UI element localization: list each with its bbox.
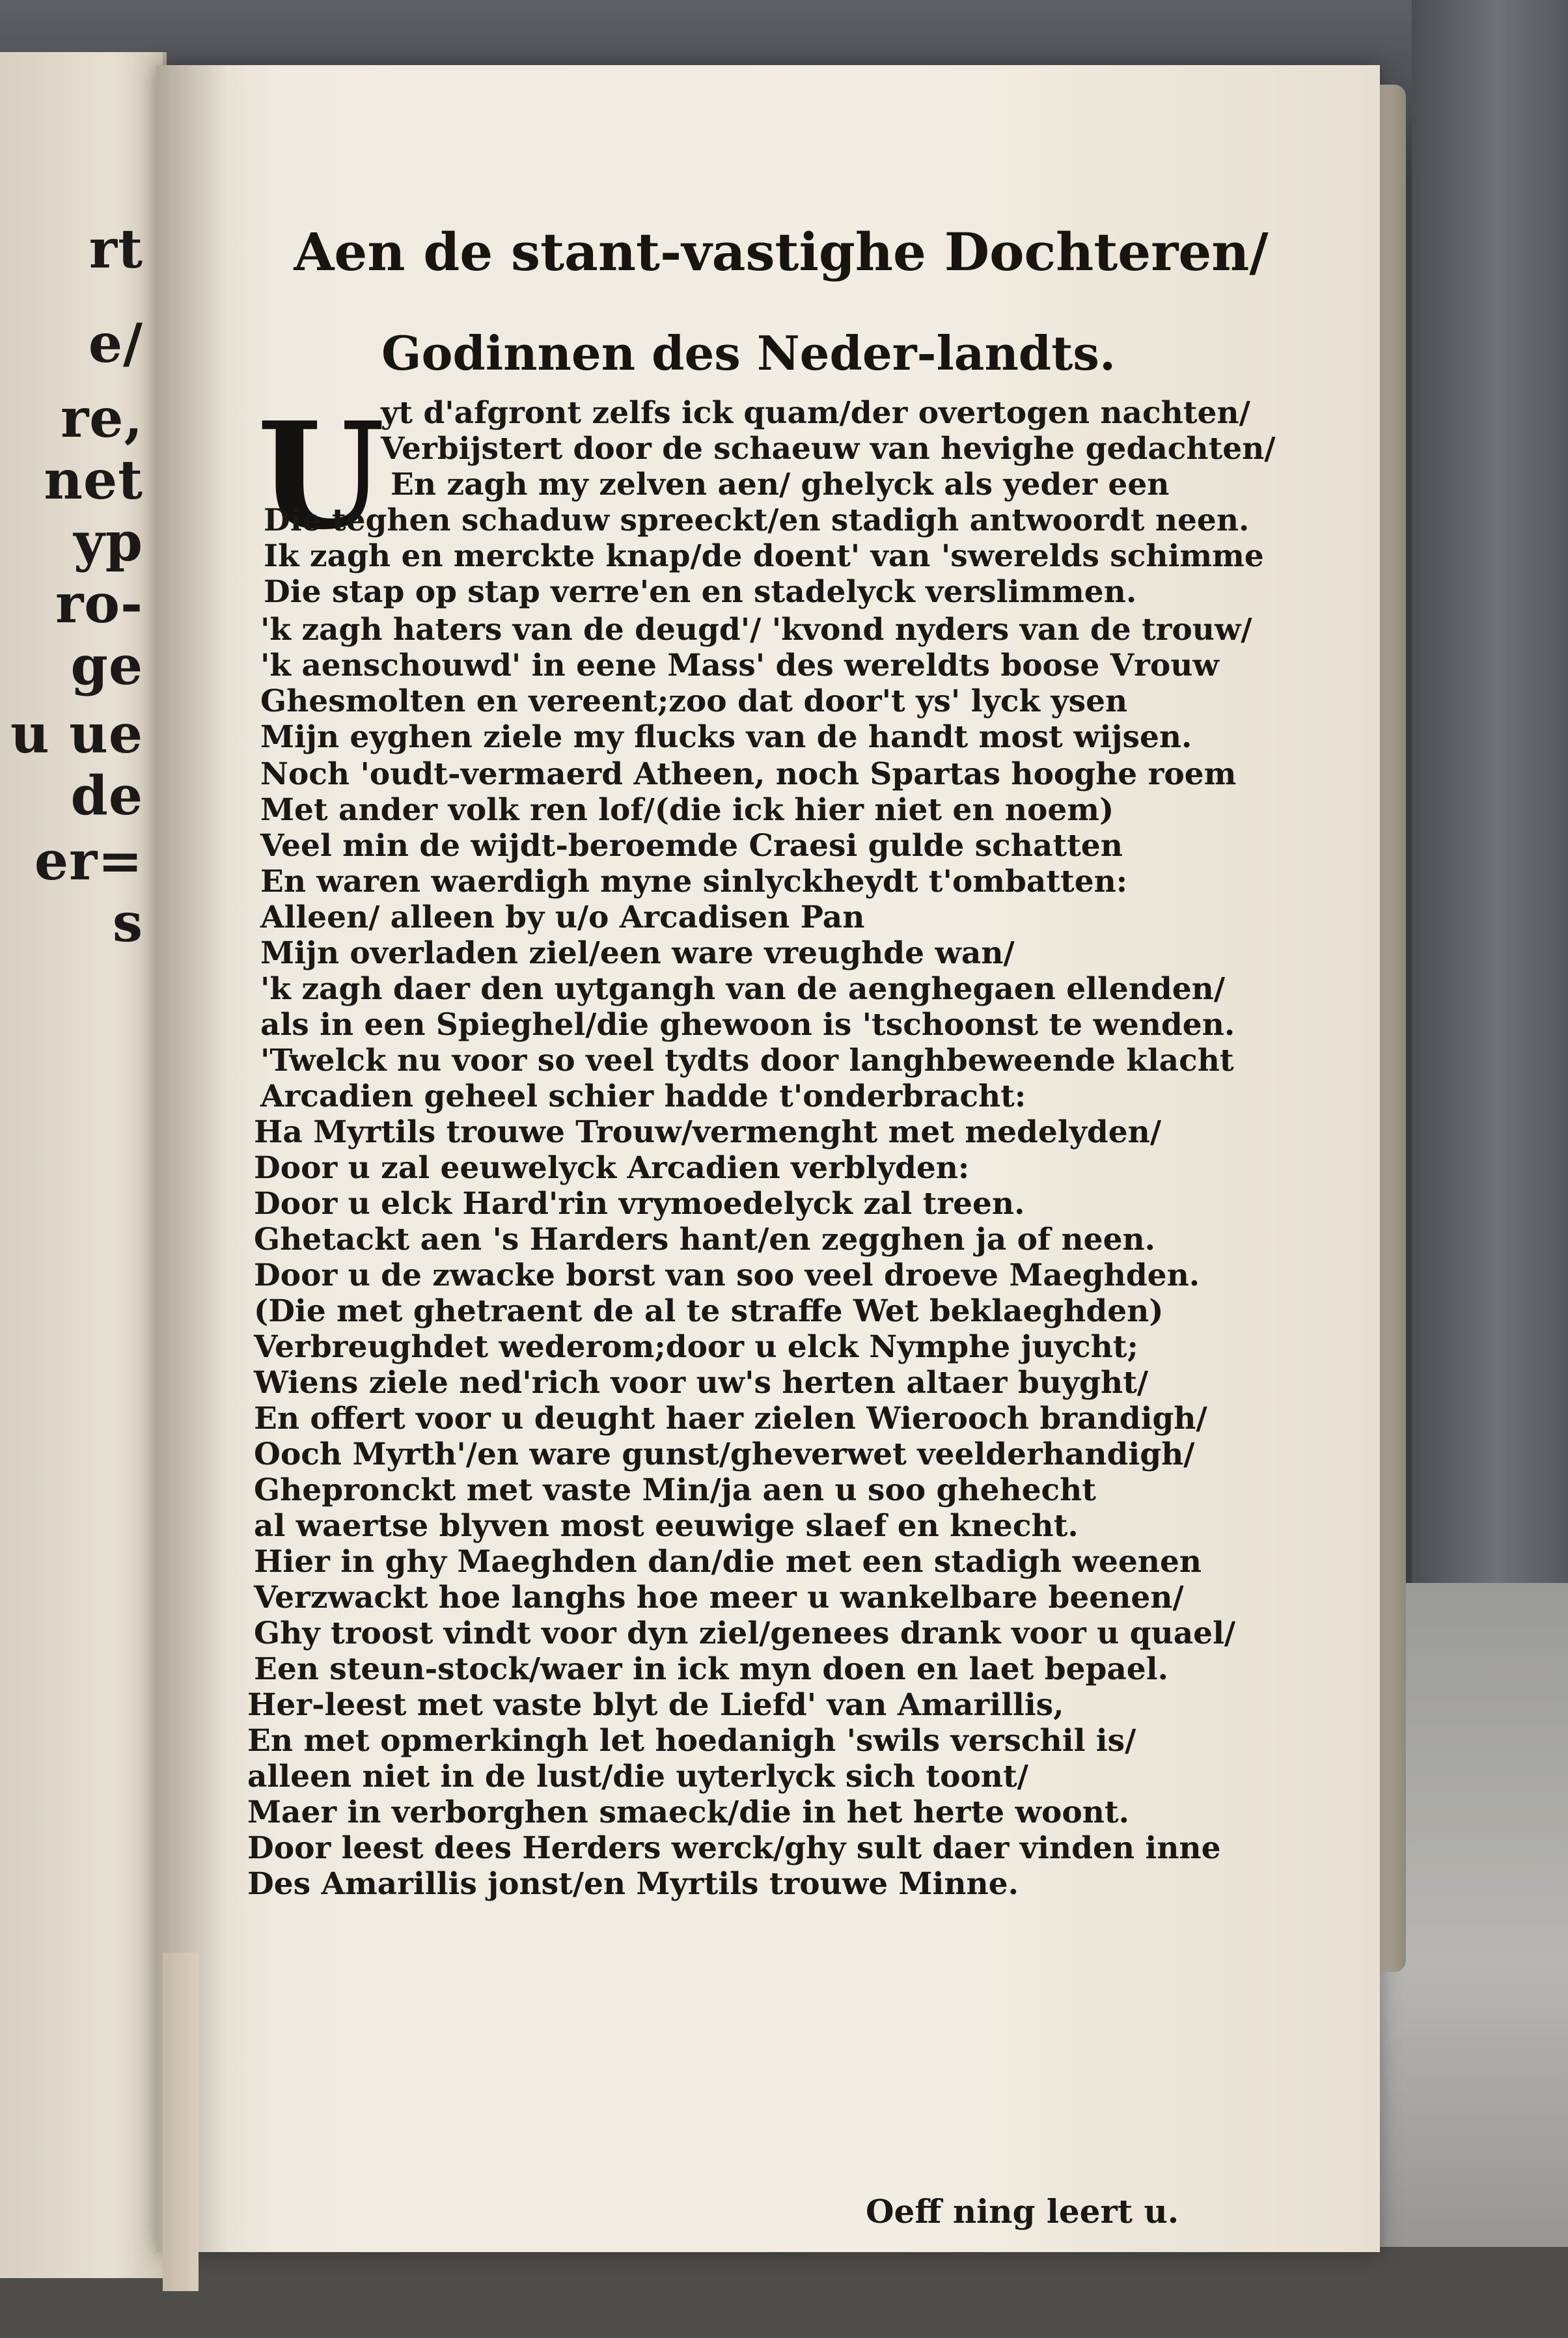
left-page-fragment: ge (70, 635, 143, 697)
poem-line: Door u elck Hard'rin vrymoedelyck zal treen. (254, 1186, 1025, 1222)
left-page-fragment: re, (61, 387, 143, 450)
poem-line: al waertse blyven most eeuwige slaef en knecht. (254, 1508, 1079, 1544)
left-page-fragment: e/ (88, 312, 143, 375)
left-page-fragment: de (70, 765, 143, 827)
poem-line: Her-leest met vaste blyt de Liefd' van Amarillis, (247, 1687, 1064, 1723)
left-page-fragment: net (44, 449, 143, 512)
poem-line: Door u zal eeuwelyck Arcadien verblyden: (254, 1150, 970, 1186)
poem-line: (Die met ghetraent de al te straffe Wet beklaeghden) (254, 1293, 1164, 1329)
poem-line: Noch 'oudt-vermaerd Atheen, noch Spartas hooghe roem (260, 756, 1237, 792)
poem-line: En met opmerkingh let hoedanigh 'swils verschil is/ (247, 1723, 1136, 1759)
poem-line: Ghesmolten en vereent;zoo dat door't ys' lyck ysen (260, 683, 1128, 719)
poem-line: Een steun-stock/waer in ick myn doen en laet bepael. (254, 1651, 1168, 1687)
poem-line: 'Twelck nu voor so veel tydts door langhbeweende klacht (260, 1043, 1234, 1079)
poem-line: Des Amarillis jonst/en Myrtils trouwe Minne. (247, 1866, 1019, 1902)
signature-motto: Oeff ning leert u. (866, 2192, 1179, 2231)
poem-line: En waren waerdigh myne sinlyckheydt t'ombatten: (260, 864, 1128, 900)
poem-line: Ghetackt aen 's Harders hant/en zegghen ja of neen. (254, 1222, 1156, 1258)
poem-line: Wiens ziele ned'rich voor uw's herten altaer buyght/ (254, 1365, 1149, 1401)
poem-line: Ik zagh en merckte knap/de doent' van 'swerelds schimme (264, 538, 1264, 574)
poem-line: Die teghen schaduw spreeckt/en stadigh antwoordt neen. (264, 502, 1250, 538)
poem-line: Verbijstert door de schaeuw van hevighe gedachten/ (381, 431, 1276, 467)
background-cloth-right (1412, 0, 1568, 1666)
poem-line: alleen niet in de lust/die uyterlyck sich toont/ (247, 1759, 1028, 1795)
poem-line: Door u de zwacke borst van soo veel droeve Maeghden. (254, 1258, 1200, 1293)
poem-line: als in een Spieghel/die ghewoon is 'tschoonst te wenden. (260, 1007, 1235, 1043)
poem-line: Mijn eyghen ziele my flucks van de handt most wijsen. (260, 719, 1192, 755)
page-subtitle: Godinnen des Neder-landts. (381, 325, 1116, 381)
poem-line: Maer in verborghen smaeck/die in het herte woont. (247, 1795, 1129, 1830)
poem-line: 'k zagh haters van de deugd'/ 'kvond nyders van de trouw/ (260, 612, 1252, 648)
left-page-fragment: yp (74, 511, 143, 573)
poem-line: Alleen/ alleen by u/o Arcadisen Pan (260, 900, 865, 935)
book-spine-fragment (163, 1953, 199, 2291)
poem-line: Ghy troost vindt voor dyn ziel/genees drank voor u quael/ (254, 1616, 1236, 1651)
book-page (156, 65, 1380, 2252)
poem-line: 'k aenschouwd' in eene Mass' des wereldts boose Vrouw (260, 648, 1219, 683)
poem-line: Ooch Myrth'/en ware gunst/gheverwet veelderhandigh/ (254, 1437, 1195, 1472)
left-page-fragment: s (112, 892, 143, 954)
left-page-fragment: ro- (55, 573, 143, 635)
poem-line: Met ander volk ren lof/(die ick hier niet en noem) (260, 792, 1114, 828)
left-page-fragment: u ue (10, 703, 143, 765)
poem-line: Die stap op stap verre'en en stadelyck verslimmen. (264, 574, 1137, 610)
left-page-fragment: er= (34, 830, 143, 892)
poem-line: Mijn overladen ziel/een ware vreughde wan/ (260, 935, 1015, 971)
left-page (0, 52, 167, 2278)
poem-line: En offert voor u deught haer zielen Wierooch brandigh/ (254, 1401, 1207, 1437)
left-page-fragment: rt (89, 218, 143, 281)
poem-line: Hier in ghy Maeghden dan/die met een stadigh weenen (254, 1544, 1202, 1580)
poem-line: Ghepronckt met vaste Min/ja aen u soo ghehecht (254, 1472, 1097, 1508)
poem-line: Veel min de wijdt-beroemde Craesi gulde schatten (260, 828, 1123, 864)
poem-line: yt d'afgront zelfs ick quam/der overtogen nachten/ (381, 395, 1250, 431)
poem-line: Verzwackt hoe langhs hoe meer u wankelbare beenen/ (254, 1580, 1184, 1616)
poem-line: Ha Myrtils trouwe Trouw/vermenght met medelyden/ (254, 1114, 1162, 1150)
page-gutter-shadow (156, 65, 228, 2252)
page-title: Aen de stant-vastighe Dochteren/ (294, 221, 1269, 282)
poem-line: Arcadien geheel schier hadde t'onderbracht: (260, 1079, 1026, 1114)
drop-cap: U (257, 391, 385, 562)
poem-line: Door leest dees Herders werck/ghy sult daer vinden inne (247, 1830, 1221, 1866)
poem-line: 'k zagh daer den uytgangh van de aenghegaen ellenden/ (260, 971, 1226, 1007)
background-bottom (0, 2247, 1568, 2338)
poem-line: En zagh my zelven aen/ ghelyck als yeder een (391, 467, 1170, 502)
poem-line: Verbreughdet wederom;door u elck Nymphe juycht; (254, 1329, 1138, 1365)
